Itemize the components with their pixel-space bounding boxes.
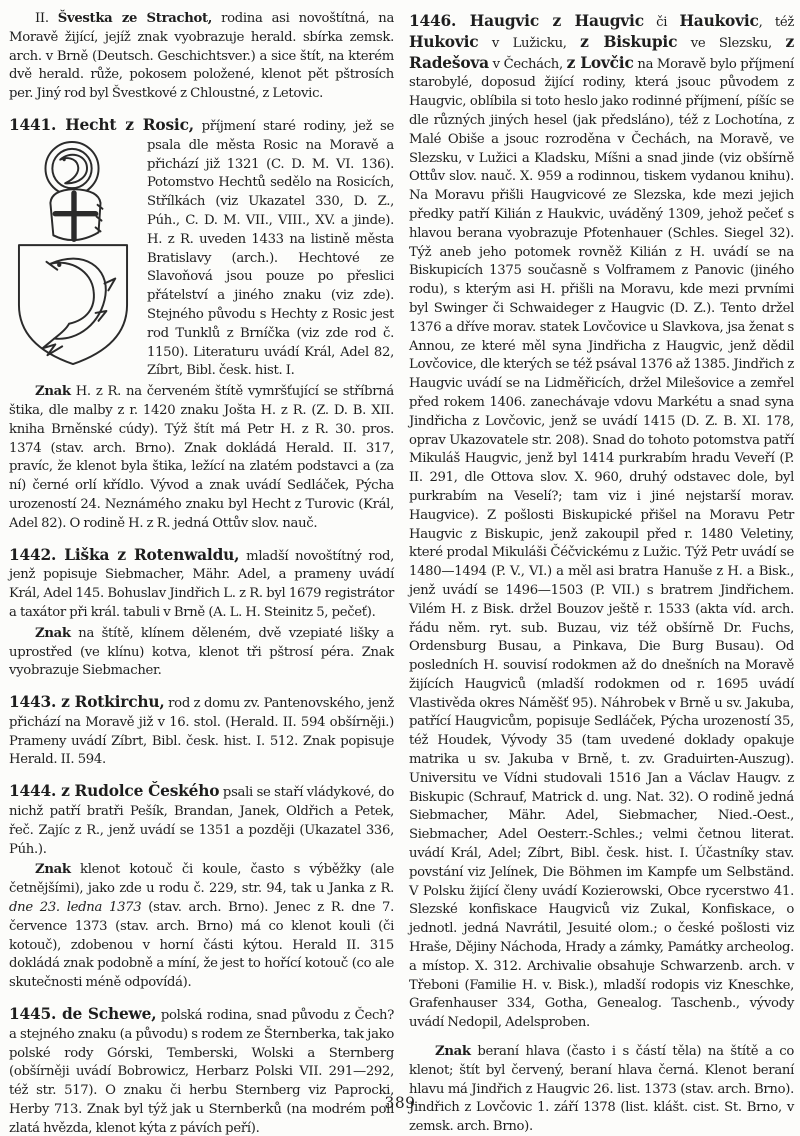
entry-1446-znak: Znak beraní hlava (často i s částí těla) na štítě a co klenot; štít byl červený, beraní hlava černá. Klenot beraní hlavu má Jindřich z Haugvic 26. list. 1373 (stav. arch. Brno). Jindřich z Lovčovic 1. září 1378 (list. klášt. cist. St. Brno, v zemsk. arch. Brno). [409,1044,794,1135]
entry-1441-head: 1441. Hecht z Rosic, příjmení staré rodiny, jež [9,115,373,134]
entry-1443: 1443. z Rotkirchu, rod z domu zv. Pantenovského, jenž přichází na Moravě již v 16. stol. (Herald. II. 594 obšírněji.) Prameny uvádí Zíbrt, Bibl. česk. hist. I. 512. Znak popisuje Herald. II. 594. [9,693,395,768]
entry-1442: 1442. Liška z Rotenwaldu, mladší novoštítný rod, jenž popisuje Siebmacher, Mähr. Adel, a prameny uvádí Král, Adel 145. Bohuslav Jindřich L. z R. byl 1679 registrátor a taxátor při král. tabuli v Brně (A. L. H. Steinitz 5, pečeť). [9,545,394,620]
helmet-icon [50,189,102,240]
right-column [409,10,794,1136]
crest-ring-icon [45,142,98,195]
intro-paragraph: II. Švestka ze Strachot, rodina asi novoštítná, na Moravě žijící, jejíž znak vyobrazuje herald. sbírka zemsk. arch. v Brně (Deutsch. Geschichtsver.) a sice štít, na kterém dvě herald. růže, pokosem položené, klenot pět pštrosích per. Jiný rod byl Švestkové z Chloustné, z Letovic. [9,11,395,102]
entry-1446: 1446. Haugvic z Haugvic či Haukovic, též Hukovic v Lužicku, z Biskupic ve Slezsku, z Radešova v Čechách, z Lovčic na Moravě bylo příjmení starobylé, doposud žijící rodiny, která jsouc původem z Haugvic, oblíbila si toto heslo jako rodinné příjmení, píšíc se dle různých jiných hesel (jak předsláno), též z Lochotína, z Malé Obiše a jsouc rozroděna v Čechách, na Moravě, ve Slezsku, v Lužici a Kladsku, Míšni a snad jinde (viz obšírně Ottův slov. nauč. X. 959 a rodinnou, tiskem vydanou knihu). Na Moravu přišli Haugvicové ze Slezska, kde mezi jejich předky patří Kilián z Haukvic, uváděný 1309, jehož pečeť s hlavou berana vyobrazuje Pfotenhauer (Schles. Siegel 32). Týž aneb jeho potomek rovněž Kilián z H. uvádí se na Biskupicích 1375 současně s Volframem z Panovic (jiného rodu), s kterým asi H. přišli na Moravu, kde mezi prvními byl Swinger či Schwaideger z Haugvic (D. Z.). Tento držel 1376 a dříve morav. statek Lovčovice u Slavkova, jsa ženat s Annou, ze které měl syna Jindřicha z Haugvic, jenž dědil Lovčovice, dle kterých se též psával 1376 až 1385. Jindřich z Haugvic uvádí se na Lidměřicích, držel Milešovice a zemřel před rokem 1406. zanechávaje vdovu Markétu a snad syna Jindřicha z Lovčovic, jenž se uvádí 1415 (D. Z. B. XI. 178, oprav Ukazovatele str. 208). Snad do tohoto potomstva patří Mikuláš Haugvic, jenž byl 1414 purkrabím hradu Veveří (P. II. 291, dle Ottova slov. X. 960, druhý odstavec dole, byl purkrabím na Veselí?; tam viz i jiné nejstarší morav. Haugvice). Z pošlosti Biskupické přišel na Moravu Petr Haugvic z Biskupic, jenž zakoupil před r. 1480 Veletiny, které prodal Mikuláši Čéčvickému z Lužic. Týž Petr uvádí se 1480—1494 (P. V., VI.) a měl asi bratra Hanuše z H. a Bisk., jenž uvádí se 1496—1503 (P. VII.) s bratrem Jindřichem. Vilém H. z Bisk. držel Bouzov ještě r. 1533 (akta víd. arch. řádu něm. ryt. sub. Buzau, viz též obšírně Dr. Fuchs, Ordensburg Busau, a Pinkava, Die Burg Busau). Od posledních H. souvisí rodokmen až do dnešních na Moravě žijících Haugviců (mladší rodokmen od r. 1695 uvádí Vlastivěda okres Náměšť 95). Náhrobek v Brně u sv. Jakuba, patřící Haugvicům, popisuje Sedláček, Pýcha urozeností 35, též Houdek, Vývody 35 (tam uvedené doklady opakuje matrika u sv. Jakuba v Brně, t. zv. Graduirten-Auszug). Universitu ve Vídni studovali 1516 Jan a Václav Haugv. z Biskupic (Schrauf, Matrick d. ung. Nat. 32). O rodině jedná Siebmacher, Mähr. Adel, Siebmacher, Nied.-Oest., Siebmacher, Adel Oesterr.-Schles.; velmi četnou literat. uvádí Král, Adel; Zíbrt, Bibl. česk. hist. I. Účastníky stav. povstání viz Jelínek, Die Böhmen im Kampfe um Selbständ. V Polsku žijící členy uvádí Kozierowski, Obce rycerstwo 41. Slezské konfiskace Haugviců viz Zukal, Konfiskace, o jednotl. jedná Navrátil, Jesuité olom.; o české pošlosti viz Hraše, Dějiny Náchoda, Hrady a zámky, Památky archeolog. a místop. X. 312. Archivalie obsahuje Schwarzenb. arch. v Třeboni (Familie H. v. Bisk.), mladší rodopis viz Kneschke, Grafenhauser 334, Gotha, Genealog. Taschenb., vývody uvádí Nedopil, Adelsproben. [409,12,795,1031]
entry-1444: 1444. z Rudolce Českého psali se staří vládykové, do nichž patří bratři Pešík, Brandan, Janek, Oldřich a Petek, řeč. Zajíc z R., jenž uvádí se 1351 a později (Ukazatel 336, Púh.). [9,782,394,857]
coat-of-arms-figure [9,140,137,366]
entry-1441-znak: Znak H. z R. na červeném štítě vymršťující se stříbrná štika, dle malby z r. 1420 znaku Jošta H. z R. (Z. D. B. XII. kniha Brněnské cúdy). Týž štít má Petr H. z R. 30. pros. 1374 (stav. arch. Brno). Znak dokládá Herald. II. 317, pravíc, že klenot byla štika, ležící na zlatém podstavci a (za ní) černé orlí křídlo. Vývod a znak uvádí Sedláček, Pýcha urozeností 24. Neznámého znaku byl Hecht z Turovic (Král, Adel 82). O rodině H. z R. jedná Ottův slov. nauč. [9,384,394,531]
entry-1441-body: se psala dle města Rosic na Moravě a přichází již 1321 (C. D. M. VI. 136). Potomstvo Hechtů sedělo na Rosicích, Střílkách (viz Ukazatel 330, D. Z., Púh., C. D. M. VII., VIII., XV. a jinde). H. z R. uveden 1433 na listině města Bratislavy (arch.). Hechtové ze Slavoňová jsou pouze po přeslici přátelství a jiného znaku (viz zde). Stejného původu s Hechty z Rosic jest rod Tunklů z Brníčka (viz zde rod č. 1150). Literaturu uvádí Král, Adel 82, Zíbrt, Bibl. česk. hist. I. [147,118,394,379]
left-column [9,10,394,1136]
entry-1442-znak: Znak na štítě, klínem děleném, dvě vzepiaté lišky a uprostřed (ve klínu) kotva, klenot tři pštrosí péra. Znak vyobrazuje Siebmacher. [9,625,394,679]
page-number: 389 [384,1094,416,1112]
entry-1445: 1445. de Schewe, polská rodina, snad původu z Čech? a stejného znaku (a původu) s rodem ze Šternberka, tak jako polské rody Górski, Temberski, Wolski a Sternberg (obšírněji uvádí Bobrowicz, Herbarz Polski VII. 291—292, též str. 517). O znaku či herbu Sternberg viz Paprocki, Herby 713. Znak byl týž jak u Sternberků (na modrém poli zlatá hvězda, klenot kýta z pávích peří). [9,1005,394,1136]
entry-1441 [9,116,394,381]
entry-1444-znak: Znak klenot kotouč či koule, často s výběžky (ale četnějšími), jako zde u rodu č. 229, str. 94, tak u Janka z R. dne 23. ledna 1373 (stav. arch. Brno). Jenec z R. dne 7. července 1373 (stav. arch. Brno) má co klenot kouli (či kotouč), zdobenou v horní části kýtou. Herald II. 315 dokládá znak podobně a míní, že jest to hořící kotouč (co ale skutečnosti méně odpovídá). [9,862,394,991]
shield-icon [19,245,127,364]
